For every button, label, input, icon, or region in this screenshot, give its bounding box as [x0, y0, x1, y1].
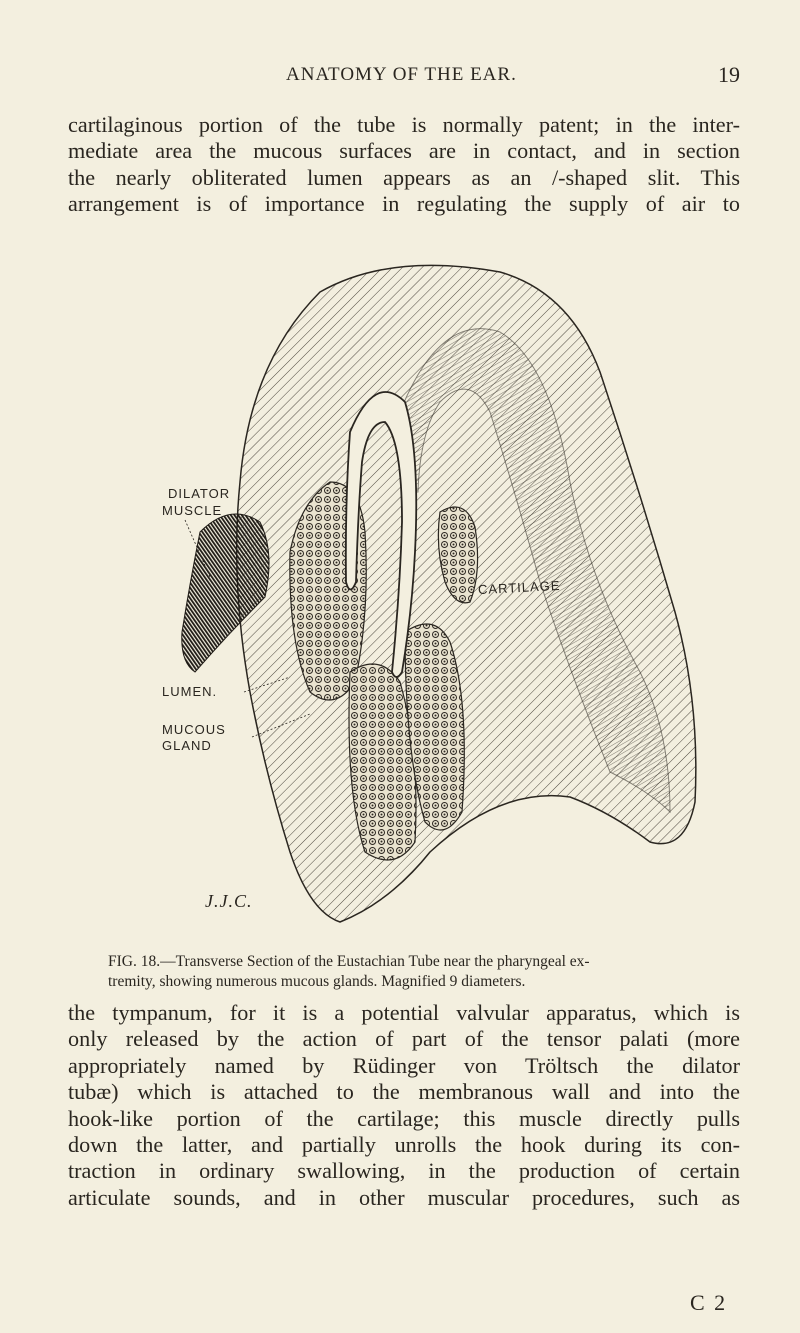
text-line: cartilaginous portion of the tube is normally patent; in the inter- — [68, 112, 740, 137]
text-line: the tympanum, for it is a potential valvular apparatus, which is — [68, 1000, 740, 1025]
label-lumen: LUMEN. — [162, 684, 218, 699]
text-line: appropriately named by Rüdinger von Tröltsch the dilator — [68, 1052, 740, 1078]
label-gland: GLAND — [162, 738, 212, 753]
text-line: hook-like portion of the cartilage; this muscle directly pulls — [68, 1105, 740, 1131]
label-artist-initials: J.J.C. — [205, 891, 253, 911]
text-line: articulate sounds, and in other muscular procedures, such as — [68, 1184, 740, 1210]
paragraph-top — [68, 112, 740, 218]
caption-line: tremity, showing numerous mucous glands. Magnified 9 diameters. — [108, 973, 526, 990]
anatomical-figure — [162, 252, 730, 942]
signature-mark: C 2 — [690, 1290, 728, 1315]
caption-line: FIG. 18.—Transverse Section of the Eustachian Tube near the pharyngeal ex- — [108, 953, 590, 970]
text-line: down the latter, and partially unrolls the hook during its con- — [68, 1132, 740, 1158]
text-line: tubæ) which is attached to the membranous wall and into the — [68, 1079, 740, 1105]
page-number: 19 — [718, 62, 740, 87]
eustachian-tube-section-illustration — [170, 252, 730, 942]
running-head: ANATOMY OF THE EAR. — [286, 64, 517, 85]
text-line: mediate area the mucous surfaces are in contact, and in section — [68, 138, 740, 164]
text-line: arrangement is of importance in regulating the supply of air to — [68, 191, 740, 217]
text-line: the nearly obliterated lumen appears as an /-shaped slit. This — [68, 164, 740, 190]
label-mucous: MUCOUS — [162, 722, 226, 737]
page-header — [0, 62, 800, 98]
paragraph-bottom — [68, 1000, 740, 1211]
label-cartilage: CARTILAGE — [477, 577, 561, 598]
label-muscle: MUSCLE — [162, 503, 223, 518]
figure-caption — [108, 952, 718, 992]
text-line: only released by the action of part of the tensor palati (more — [68, 1026, 740, 1052]
text-line: traction in ordinary swallowing, in the production of certain — [68, 1158, 740, 1184]
label-dilator: DILATOR — [168, 486, 231, 501]
